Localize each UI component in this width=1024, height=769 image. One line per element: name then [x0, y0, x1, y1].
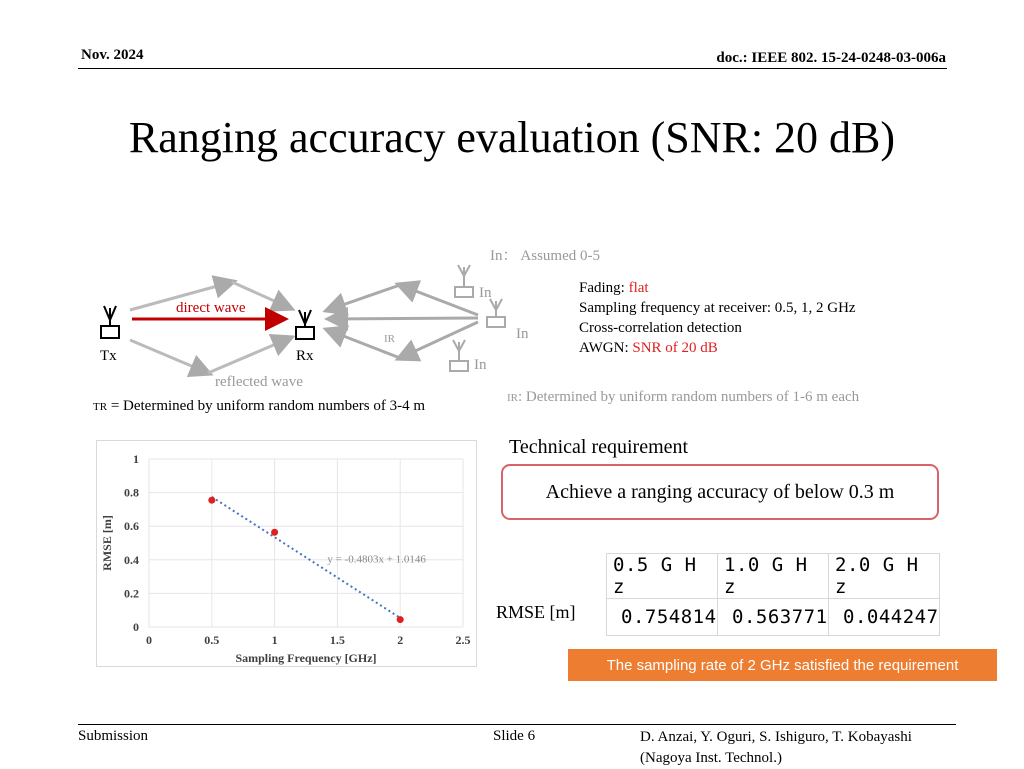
tr-subscript: TR	[93, 401, 108, 413]
detection-line: Cross-correlation detection	[579, 320, 742, 336]
x-tick-label: 2	[397, 633, 404, 647]
table-value-row	[607, 599, 940, 636]
requirement-box	[501, 464, 939, 520]
reflected-wave-arrows	[130, 282, 290, 373]
rmse-chart	[97, 441, 476, 666]
tr-note	[93, 398, 425, 415]
y-tick-label: 0	[133, 620, 139, 634]
x-tick-label: 1.5	[329, 633, 345, 647]
table-header-cell: 0.5 G H z	[607, 554, 718, 599]
simulation-conditions	[579, 278, 856, 358]
awgn-label: AWGN:	[579, 340, 633, 356]
slide-title: Ranging accuracy evaluation (SNR: 20 dB)	[128, 113, 896, 162]
tr-note-text: = Determined by uniform random numbers of 3-4 m	[107, 398, 426, 414]
x-tick-label: 0	[146, 633, 152, 647]
y-axis-label: RMSE [m]	[100, 515, 114, 571]
direct-wave-label: direct wave	[176, 300, 246, 316]
conclusion-text: The sampling rate of 2 GHz satisfied the requirement	[606, 656, 959, 674]
trendline-equation: y = -0.4803x + 1.0146	[327, 553, 426, 566]
header-doc-id: doc.: IEEE 802. 15-24-0248-03-006a	[716, 50, 946, 66]
table-value-cell: 0.563771	[718, 599, 829, 636]
x-tick-label: 2.5	[455, 633, 471, 647]
y-tick-label: 0.8	[124, 485, 139, 500]
y-tick-label: 0.2	[124, 586, 139, 601]
x-axis-label: Sampling Frequency [GHz]	[235, 651, 377, 665]
rmse-row-label: RMSE [m]	[496, 602, 576, 622]
interferer-count-label: In： Assumed 0-5	[490, 248, 600, 264]
x-tick-label: 0.5	[204, 633, 220, 647]
y-tick-label: 1	[133, 452, 139, 466]
table-header-cell: 2.0 G H z	[829, 554, 940, 599]
y-tick-label: 0.4	[124, 552, 139, 567]
affiliation-line: (Nagoya Inst. Technol.)	[640, 750, 782, 766]
requirement-label: Technical requirement	[509, 436, 689, 458]
table-header-cell: 1.0 G H z	[718, 554, 829, 599]
ir-subscript: IR	[507, 392, 518, 404]
fading-value: flat	[628, 280, 649, 296]
ir-note	[507, 389, 859, 406]
header-rule	[78, 68, 947, 69]
interferer-label-1: In	[479, 285, 492, 301]
awgn-line	[579, 338, 856, 358]
requirement-text: Achieve a ranging accuracy of below 0.3 m	[545, 480, 895, 503]
sampling-line: Sampling frequency at receiver: 0.5, 1, 2 GHz	[579, 300, 856, 316]
authors-line: D. Anzai, Y. Oguri, S. Ishiguro, T. Kobayashi	[640, 729, 912, 745]
data-point	[208, 497, 215, 504]
rx-label: Rx	[296, 348, 314, 364]
ir-label: IR	[384, 333, 395, 345]
fading-line	[579, 278, 856, 298]
ir-note-text: : Determined by uniform random numbers of 1-6 m each	[518, 389, 860, 405]
rmse-table	[606, 553, 940, 636]
y-tick-label: 0.6	[124, 519, 139, 534]
data-point	[271, 529, 278, 536]
table-header-row	[607, 554, 940, 599]
data-point	[397, 616, 404, 623]
header-date: Nov. 2024	[81, 47, 144, 63]
tx-antenna-icon	[101, 306, 119, 338]
rx-antenna-icon	[296, 310, 314, 339]
awgn-value: SNR of 20 dB	[632, 340, 718, 356]
footer-submission: Submission	[78, 728, 149, 744]
x-tick-label: 1	[271, 633, 278, 647]
conclusion-banner	[568, 649, 997, 681]
interferer-label-3: In	[474, 357, 487, 373]
footer-rule	[78, 724, 956, 725]
footer-authors	[640, 727, 912, 769]
table-value-cell: 0.754814	[607, 599, 718, 636]
reflected-wave-label: reflected wave	[215, 374, 303, 390]
fading-label: Fading:	[579, 280, 629, 296]
footer-slide-number: Slide 6	[493, 728, 536, 744]
rmse-chart-frame	[96, 440, 477, 667]
tx-label: Tx	[100, 348, 117, 364]
interferer-label-2: In	[516, 326, 529, 342]
table-value-cell: 0.044247	[829, 599, 940, 636]
